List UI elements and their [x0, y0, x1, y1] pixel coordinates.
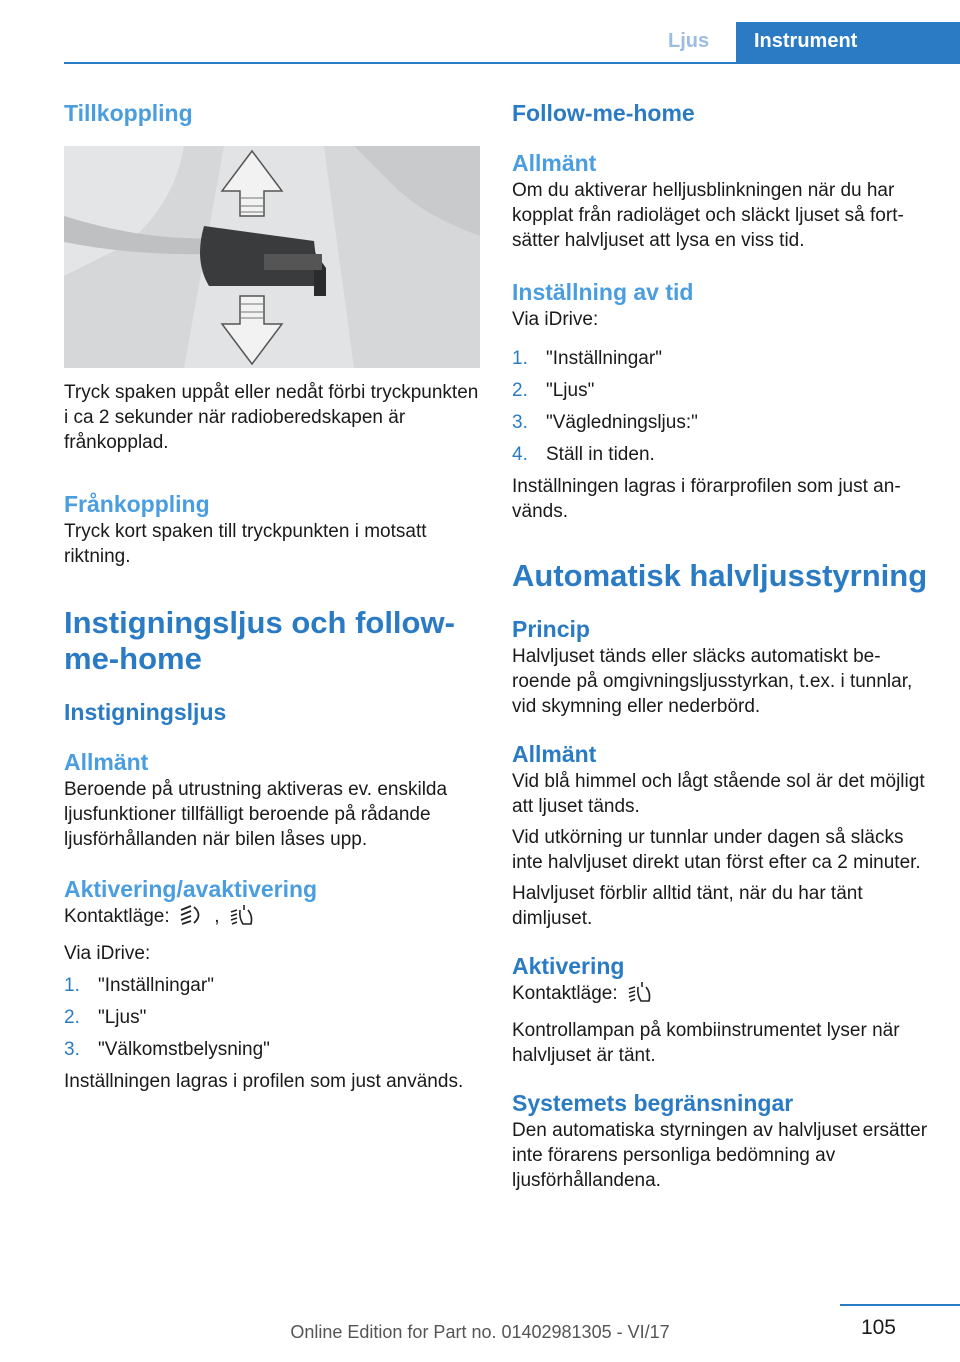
list-item	[64, 1005, 484, 1030]
instigningsljus-section-heading: Instigningsljus och follow-me-home	[64, 605, 455, 676]
auto-halvljus-section-heading: Automatisk halvljusstyrning	[512, 558, 928, 593]
header-section-label: Ljus	[668, 30, 710, 52]
lever-arrows-image	[64, 146, 480, 368]
header-chapter-tab: Instrument	[736, 22, 960, 64]
allmant2-heading: Allmänt	[512, 741, 597, 767]
step-text: "Ljus"	[98, 1007, 147, 1028]
installning-tid-heading: Inställning av tid	[512, 279, 694, 305]
kontaktlage-label: Kontaktläge:	[512, 983, 618, 1004]
aktivering-text: Kontrollampan på kombiinstrumentet lyser när halvljuset är tänt.	[512, 1020, 900, 1066]
allmant-text: Om du aktiverar helljusblinkningen när du har kopplat från radioläget och släckt ljuset så fortsätter halvljuset att lysa en viss tid.	[512, 180, 904, 251]
left-steps-list	[64, 973, 484, 1062]
via-idrive-label: Via iDrive:	[64, 943, 151, 964]
step-text: "Ljus"	[546, 380, 595, 401]
step-number: 4.	[512, 444, 528, 465]
instigningsljus-heading: Instigningsljus	[64, 699, 227, 725]
list-item	[512, 442, 928, 467]
page-number: 105	[860, 1316, 896, 1339]
step-text: "Inställningar"	[98, 975, 214, 996]
list-item	[64, 973, 484, 998]
begransningar-text: Den automatiska styrningen av halvljuset ersätter inte förarens personliga bedömning av ljusförhållandena.	[512, 1120, 928, 1191]
step-text: Ställ in tiden.	[546, 444, 655, 465]
princip-text: Halvljuset tänds eller släcks automatiskt beroende på omgivningsljusstyrkan, t.ex. i tunnlar, vid skymning eller nederbörd.	[512, 646, 913, 717]
princip-heading: Princip	[512, 616, 590, 642]
edition-footer: Online Edition for Part no. 01402981305 - VI/17	[290, 1322, 670, 1342]
allmant-heading: Allmänt	[512, 150, 597, 176]
tillkoppling-heading: Tillkoppling	[64, 100, 193, 126]
list-item	[512, 378, 928, 403]
radio-ready-icon	[179, 904, 205, 933]
kontaktlage-label: Kontaktläge:	[64, 906, 170, 927]
list-item	[64, 1037, 484, 1062]
allmant-heading: Allmänt	[64, 749, 149, 775]
list-item	[512, 346, 928, 371]
ignition-on-icon	[627, 981, 653, 1010]
right-note: Inställningen lagras i förarprofilen som just används.	[512, 476, 901, 522]
aktivering-heading: Aktivering/avaktivering	[64, 876, 318, 902]
step-number: 3.	[64, 1039, 80, 1060]
step-text: "Vägledningsljus:"	[546, 412, 698, 433]
via-idrive-label: Via iDrive:	[512, 309, 599, 330]
page-number-rule	[840, 1304, 960, 1306]
step-text: "Inställningar"	[546, 348, 662, 369]
ignition-on-icon	[229, 904, 255, 933]
step-number: 3.	[512, 412, 528, 433]
follow-me-home-heading: Follow-me-home	[512, 100, 695, 126]
step-text: "Välkomstbelysning"	[98, 1039, 270, 1060]
allmant-text: Beroende på utrustning aktiveras ev. enskilda ljusfunktioner tillfälligt beroende på rådande ljusförhållanden när bilen låses upp.	[64, 779, 448, 850]
right-steps-list	[512, 346, 928, 467]
frankoppling-text: Tryck kort spaken till tryckpunkten i motsatt riktning.	[64, 521, 427, 567]
right-column	[512, 98, 928, 1193]
allmant2-paragraph: Halvljuset förblir alltid tänt, när du har tänt dimljuset.	[512, 883, 863, 929]
comma-separator: ,	[214, 906, 220, 927]
aktivering-heading: Aktivering	[512, 953, 625, 979]
begransningar-heading: Systemets begränsningar	[512, 1090, 794, 1116]
list-item	[512, 410, 928, 435]
step-number: 1.	[512, 348, 528, 369]
frankoppling-heading: Frånkoppling	[64, 491, 210, 517]
allmant2-paragraph: Vid blå himmel och lågt stående sol är det möjligt att ljuset tänds.	[512, 771, 925, 817]
tillkoppling-text: Tryck spaken uppåt eller nedåt förbi tryckpunkten i ca 2 sekunder när radioberedskapen är frånkopplad.	[64, 382, 479, 453]
step-number: 2.	[512, 380, 528, 401]
step-number: 2.	[64, 1007, 80, 1028]
left-column	[64, 98, 484, 1094]
kontaktlage-line	[512, 981, 928, 1010]
left-note: Inställningen lagras i profilen som just används.	[64, 1071, 464, 1092]
step-number: 1.	[64, 975, 80, 996]
allmant2-paragraph: Vid utkörning ur tunnlar under dagen så släcks inte halvljuset direkt utan först efter ca 2 minuter.	[512, 827, 921, 873]
kontaktlage-line	[64, 904, 484, 933]
lever-illustration	[64, 146, 480, 368]
